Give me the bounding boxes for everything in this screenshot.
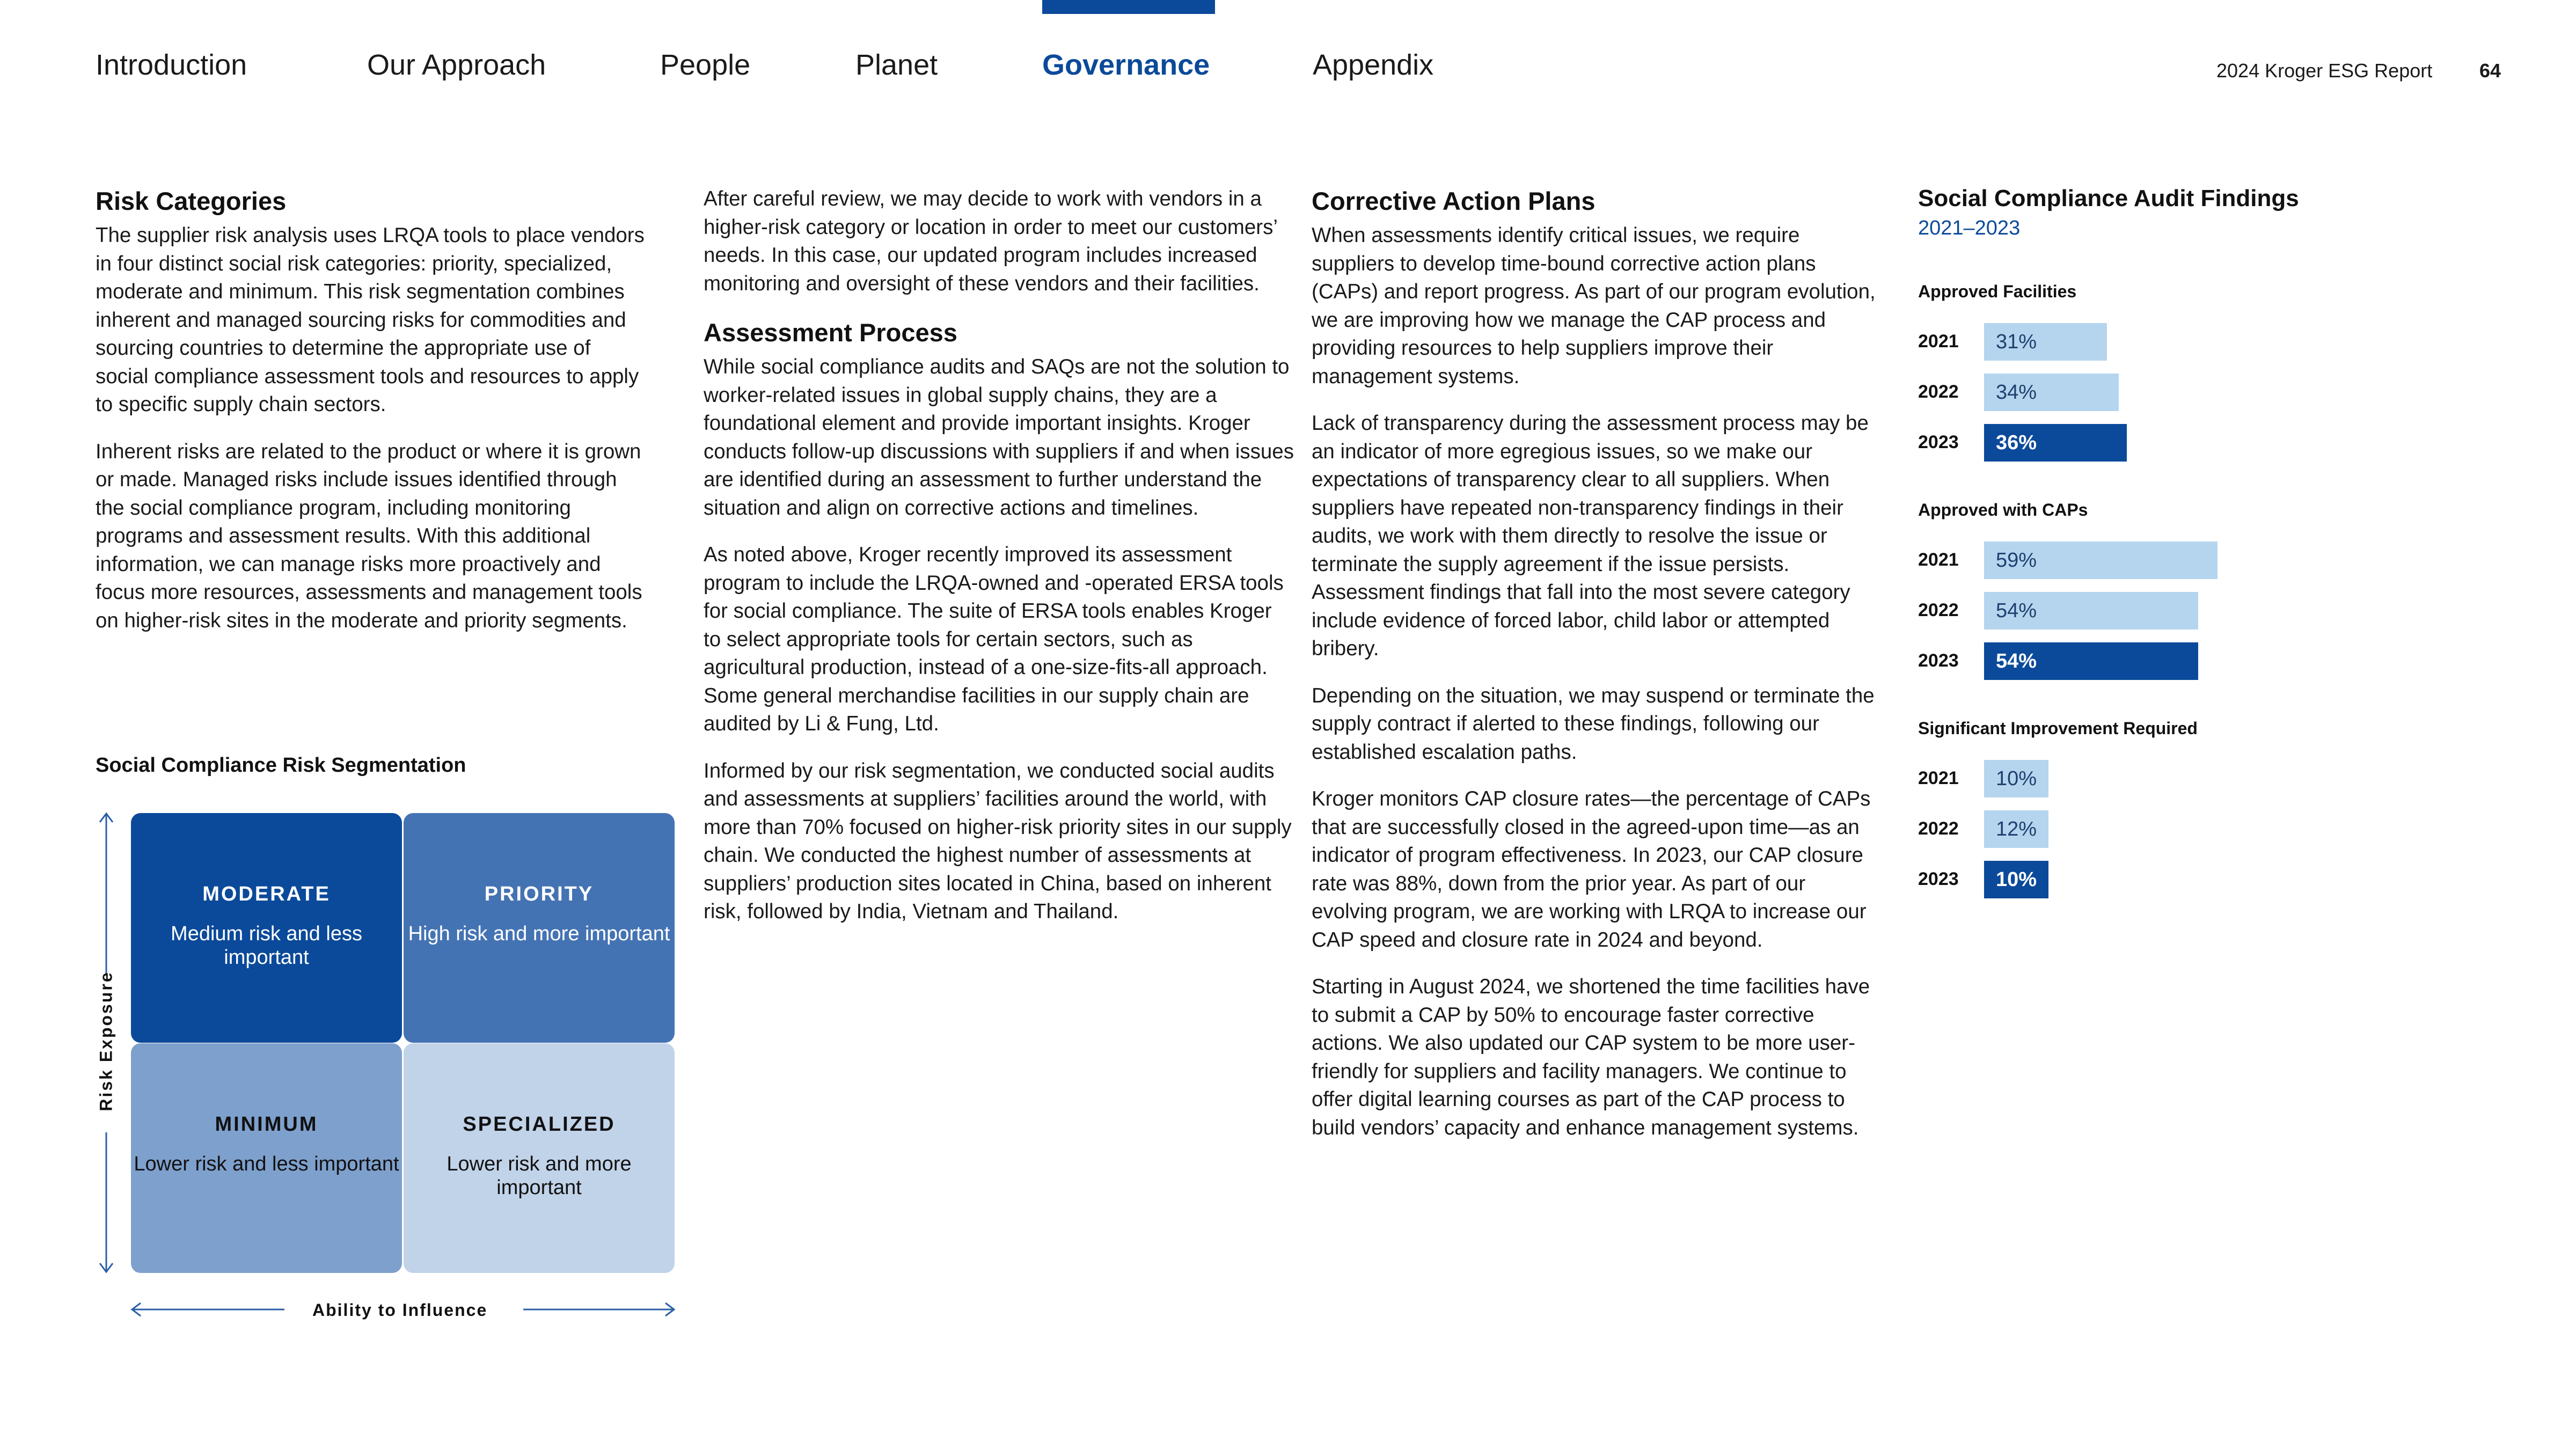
assessment-paragraph-2: As noted above, Kroger recently improved its assessment program to include the LRQA-owned and -operated ERSA tools for social compliance. The suite of ERSA tools enables Kroger to select appropriate tools for certain sectors, such as agricultural production, instead of a one-size-fits-all approach. Some general merchandise facilities in our supply chain are audited by Li & Fung, Ltd.: [704, 543, 1284, 735]
chart-bar: 12%: [1984, 810, 2048, 848]
nav-our-approach[interactable]: Our Approach: [367, 49, 546, 81]
chart-year-label: 2021: [1918, 768, 1959, 788]
corrective-action-section: [1312, 185, 1886, 1161]
chart-year-label: 2022: [1918, 382, 1959, 402]
corrective-action-paragraph-1: When assessments identify critical issues, we require suppliers to develop time-bound corrective action plans (CAPs) and report progress. As part of our program evolution, we are improving how we manage the CAP process and providing resources to help suppliers improve their management systems.: [1312, 224, 1876, 388]
quadrant-moderate: [131, 813, 402, 1043]
chart-group-label: Approved Facilities: [1918, 282, 2077, 301]
chart-year-label: 2022: [1918, 600, 1959, 620]
quadrant-moderate-desc: Medium risk and less important: [171, 923, 362, 969]
quadrant-moderate-title: MODERATE: [202, 883, 331, 905]
quadrant-priority-title: PRIORITY: [484, 883, 594, 905]
y-axis-label: Risk Exposure: [96, 971, 116, 1111]
nav-appendix[interactable]: Appendix: [1313, 49, 1434, 81]
page-number: 64: [2479, 60, 2501, 82]
assessment-paragraph-1: While social compliance audits and SAQs are not the solution to worker-related issues in global supply chains, they are a foundational element and provide important insights. Kroger conducts follow-up discussions with suppliers if and when issues are identified during an assessment to further understand the situation and align on corrective actions and timelines.: [704, 355, 1294, 519]
chart-subtitle: 2021–2023: [1918, 217, 2021, 239]
quadrant-minimum-desc: Lower risk and less important: [134, 1153, 399, 1175]
vendor-review-paragraph: After careful review, we may decide to work with vendors in a higher-risk category or location in order to meet our customers’ needs. In this case, our updated program includes increased monitoring and oversight of these vendors and their facilities.: [704, 187, 1277, 295]
assessment-paragraph-3: Informed by our risk segmentation, we conducted social audits and assessments at suppliers’ facilities around the world, with more than 70% focused on higher-risk priority sites in our supply chain. We conducted the highest number of assessments at suppliers’ production sites located in China, based on inherent risk, followed by India, Vietnam and Thailand.: [704, 759, 1292, 923]
chart-title: Social Compliance Audit Findings: [1918, 185, 2299, 211]
nav-people[interactable]: People: [660, 49, 751, 81]
x-axis-label: Ability to Influence: [312, 1300, 488, 1320]
chart-bar: 10%: [1984, 760, 2048, 797]
corrective-action-paragraph-5: Starting in August 2024, we shortened the time facilities have to submit a CAP by 50% to encourage faster corrective actions. We also updated our CAP system to be more user-friendly for suppliers and facility managers. We continue to offer digital learning courses as part of the CAP process to build vendors’ capacity and enhance management systems.: [1312, 975, 1870, 1139]
chart-group-label: Approved with CAPs: [1918, 500, 2088, 519]
quadrant-specialized-desc: Lower risk and more important: [447, 1153, 632, 1199]
chart-year-label: 2023: [1918, 869, 1959, 889]
quadrant-minimum-title: MINIMUM: [215, 1113, 318, 1136]
assessment-section: [704, 185, 1294, 945]
quadrant-specialized-title: SPECIALIZED: [463, 1113, 616, 1136]
chart-year-label: 2021: [1918, 550, 1959, 570]
quadrant-specialized: [404, 1043, 675, 1273]
active-tab-indicator: [1042, 0, 1215, 14]
corrective-action-paragraph-2: Lack of transparency during the assessment process may be an indicator of more egregious issues, so we make our expectations of transparency clear to all suppliers. When suppliers have repeated non-transparency findings in their audits, we work with them directly to resolve the issue or terminate the supply agreement if the issue persists. Assessment findings that fall into the most severe category include evidence of forced labor, child labor or attempted bribery.: [1312, 412, 1869, 660]
corrective-action-paragraph-4: Kroger monitors CAP closure rates—the percentage of CAPs that are successfully closed in the agreed-upon time—as an indicator of program effectiveness. In 2023, our CAP closure rate was 88%, down from the prior year. As part of our evolving program, we are working with LRQA to increase our CAP speed and closure rate in 2024 and beyond.: [1312, 787, 1871, 952]
chart-year-label: 2023: [1918, 432, 1959, 452]
chart-year-label: 2021: [1918, 331, 1959, 352]
assessment-process-heading: Assessment Process: [704, 318, 957, 347]
risk-categories-heading: Risk Categories: [96, 187, 287, 215]
chart-bar: 36%: [1984, 424, 2127, 462]
risk-categories-paragraph-1: The supplier risk analysis uses LRQA tools to place vendors in four distinct social risk categories: priority, specialized, moderate and minimum. This risk segmentation combines inherent and managed sourcing risks for commodities and sourcing countries to determine the appropriate use of social compliance assessment tools and resources to apply to specific supply chain sectors.: [96, 224, 645, 416]
segmentation-title: Social Compliance Risk Segmentation: [96, 754, 466, 777]
chart-bar: 54%: [1984, 592, 2198, 630]
report-title: 2024 Kroger ESG Report: [2216, 60, 2433, 82]
quadrant-priority-desc: High risk and more important: [408, 923, 670, 945]
risk-categories-paragraph-2: Inherent risks are related to the product or where it is grown or made. Managed risks include issues identified through the social compliance program, including monitoring programs and assessment results. With this additional information, we can manage risks more proactively and focus more resources, assessments and management tools on higher-risk sites in the moderate and priority segments.: [96, 440, 642, 632]
chart-bar: 34%: [1984, 374, 2119, 411]
nav-planet[interactable]: Planet: [855, 49, 938, 81]
nav-governance[interactable]: Governance: [1042, 49, 1210, 81]
chart-bar: 10%: [1984, 861, 2048, 898]
quadrant-minimum: [131, 1043, 402, 1273]
chart-bar: 54%: [1984, 642, 2198, 680]
chart-year-label: 2023: [1918, 650, 1959, 671]
nav-introduction[interactable]: Introduction: [96, 49, 247, 81]
chart-group-label: Significant Improvement Required: [1918, 719, 2198, 738]
chart-year-label: 2022: [1918, 818, 1959, 839]
chart-bar: 31%: [1984, 323, 2107, 361]
chart-bar: 59%: [1984, 541, 2218, 579]
corrective-action-paragraph-3: Depending on the situation, we may suspend or terminate the supply contract if alerted to these findings, following our established escalation paths.: [1312, 684, 1875, 764]
quadrant-priority: [404, 813, 675, 1043]
corrective-action-heading: Corrective Action Plans: [1312, 187, 1596, 215]
